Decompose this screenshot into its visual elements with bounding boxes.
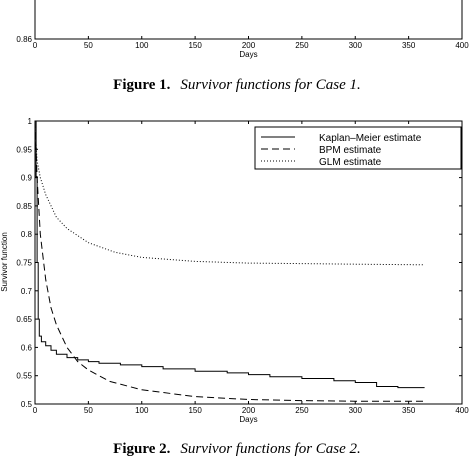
y-tick-label: 0.55 (16, 371, 32, 381)
x-tick-label: 0 (32, 41, 38, 50)
chart2-y-axis-label: Survivor function (0, 232, 9, 292)
legend-label: GLM estimate (319, 157, 382, 168)
y-tick-label: 0.85 (16, 201, 32, 211)
x-tick-label: 350 (401, 406, 416, 415)
chart1-axes-frame (35, 0, 462, 39)
y-tick-label: 0.86 (16, 35, 32, 44)
y-tick-label: 0.95 (16, 145, 32, 155)
y-tick-label: 0.6 (20, 343, 32, 353)
y-tick-label: 0.7 (20, 286, 32, 296)
y-tick-label: 0.8 (20, 230, 32, 240)
chart2-x-axis-label: Days (239, 415, 258, 424)
figure-2-caption-text: Survivor functions for Case 2. (180, 441, 361, 457)
figure-1-number: Figure 1. (113, 77, 171, 93)
x-tick-label: 150 (188, 41, 202, 50)
y-tick-label: 0.75 (16, 258, 32, 268)
x-tick-label: 400 (455, 41, 469, 50)
figure-1-caption-text: Survivor functions for Case 1. (180, 77, 361, 93)
legend-label: Kaplan–Meier estimate (319, 133, 422, 144)
x-tick-label: 300 (348, 41, 362, 50)
x-tick-label: 250 (295, 406, 309, 415)
x-tick-label: 200 (241, 41, 256, 50)
x-tick-label: 250 (295, 41, 309, 50)
x-tick-label: 100 (135, 406, 149, 415)
y-tick-label: 0.65 (16, 315, 32, 325)
x-tick-label: 0 (32, 406, 38, 415)
x-tick-label: 350 (401, 41, 416, 50)
chart-case-1 (16, 0, 469, 59)
legend-label: BPM estimate (319, 145, 382, 156)
y-tick-label: 1 (27, 117, 32, 126)
x-tick-label: 300 (348, 406, 362, 415)
figure-2-number: Figure 2. (113, 441, 171, 457)
x-tick-label: 200 (241, 406, 256, 415)
x-tick-label: 50 (83, 406, 93, 415)
chart1-ticks (16, 0, 469, 50)
figure-1-caption (0, 77, 474, 94)
x-tick-label: 50 (83, 41, 93, 50)
x-tick-label: 100 (135, 41, 149, 50)
y-tick-label: 0.9 (20, 173, 32, 183)
figure-2-caption (0, 441, 474, 458)
y-tick-label: 0.5 (20, 400, 32, 409)
x-tick-label: 400 (455, 406, 469, 415)
chart1-x-axis-label: Days (239, 50, 258, 59)
x-tick-label: 150 (188, 406, 202, 415)
chart-case-2 (0, 117, 469, 424)
chart2-legend (255, 127, 461, 169)
